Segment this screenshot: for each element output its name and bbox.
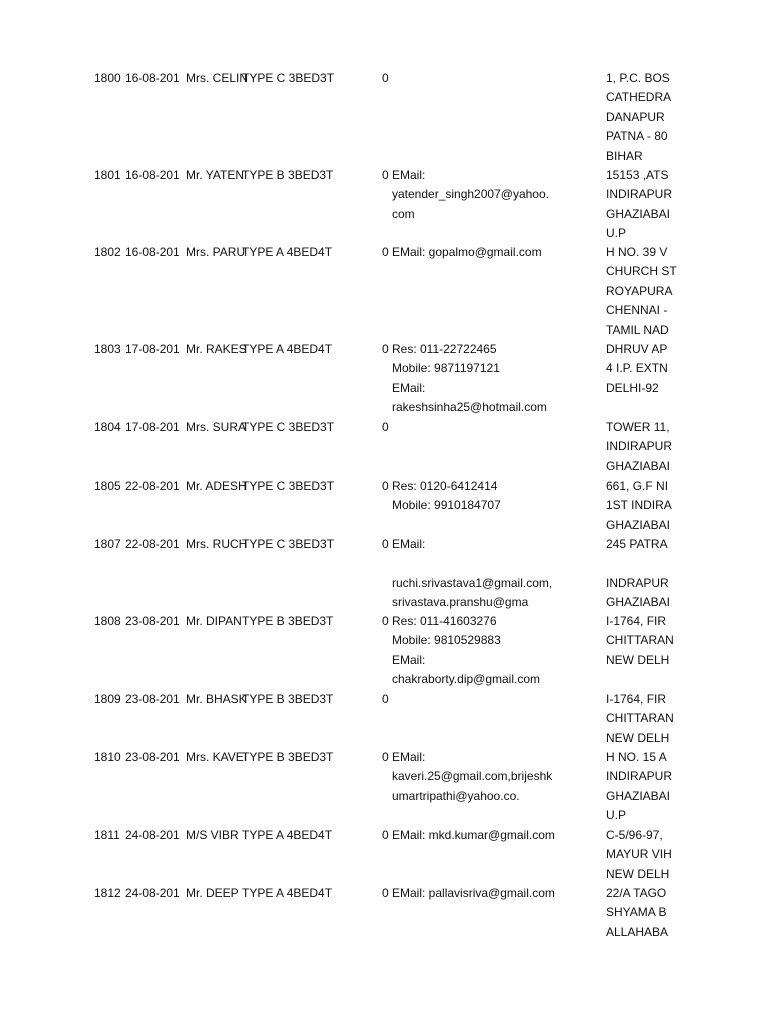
address-line: 1, P.C. BOS [606, 71, 670, 85]
customer-name: Mrs. RUCH [186, 537, 248, 551]
address-line: GHAZIABAI [606, 458, 671, 473]
address-line: I-1764, FIR [606, 692, 667, 706]
record-id: 1805 [94, 479, 121, 493]
zero-value: 0 [382, 692, 389, 706]
zero-value: 0 [382, 886, 389, 900]
contact-line: ruchi.srivastava1@gmail.com, [392, 575, 553, 590]
contact-line: Res: 0120-6412414 [392, 479, 498, 493]
contact-info [392, 477, 572, 516]
contact-info [392, 340, 572, 418]
record-date: 22-08-201 [125, 537, 180, 551]
record-id: 1812 [94, 886, 121, 900]
record-id: 1811 [94, 828, 120, 842]
address-line: GHAZIABAI [606, 206, 671, 221]
address [606, 826, 672, 884]
zero-value: 0 [382, 245, 389, 259]
address-line: GHAZIABAI [606, 788, 671, 803]
contact-line: Mobile: 9871197121 [392, 361, 500, 376]
address-line: I-1764, FIR [606, 614, 667, 628]
contact-line: kaveri.25@gmail.com,brijeshk [392, 769, 553, 784]
zero-value: 0 [382, 479, 389, 493]
address-line: U.P [606, 808, 627, 823]
unit-type: TYPE C 3BED3T [242, 420, 335, 434]
record-date: 24-08-201 [125, 886, 180, 900]
address-line: 1ST INDIRA [606, 498, 672, 513]
unit-type: TYPE B 3BED3T [242, 750, 334, 764]
unit-type: TYPE C 3BED3T [242, 71, 335, 85]
unit-type: TYPE B 3BED3T [242, 692, 334, 706]
address-line: SHYAMA B [606, 905, 667, 920]
contact-info [392, 166, 572, 224]
zero-value: 0 [382, 420, 389, 434]
record-date: 23-08-201 [125, 750, 180, 764]
contact-line: rakeshsinha25@hotmail.com [392, 400, 547, 415]
record-id: 1803 [94, 342, 121, 356]
contact-info [392, 884, 572, 903]
address-line: ROYAPURA [606, 283, 673, 298]
address-line: 15153 ,ATS [606, 168, 669, 182]
contact-line [392, 554, 572, 573]
address-line: DHRUV AP [606, 342, 668, 356]
record-date: 24-08-201 [125, 828, 180, 842]
contact-line: Mobile: 9810529883 [392, 633, 501, 648]
customer-name: Mrs. SURA [186, 420, 246, 434]
record-id: 1810 [94, 750, 121, 764]
address-line: CHITTARAN [606, 711, 674, 726]
record-date: 22-08-201 [125, 479, 180, 493]
contact-line: EMail: mkd.kumar@gmail.com [392, 828, 555, 842]
address-line: PATNA - 80 [606, 129, 668, 144]
contact-line: EMail: gopalmo@gmail.com [392, 245, 542, 259]
customer-name: Mrs. CELIN [186, 71, 249, 85]
contact-info [392, 535, 572, 613]
address [606, 243, 677, 340]
zero-value: 0 [382, 828, 389, 842]
record-id: 1804 [94, 420, 121, 434]
customer-name: Mrs. KAVEI [186, 750, 248, 764]
address-line: DELHI-92 [606, 380, 659, 395]
record-date: 16-08-201 [125, 168, 180, 182]
record-id: 1801 [94, 168, 121, 182]
record-id: 1800 [94, 71, 121, 85]
address-line: ALLAHABA [606, 924, 669, 939]
address-line: BIHAR [606, 148, 643, 163]
contact-line: EMail: [392, 652, 426, 667]
contact-line: EMail: [392, 168, 426, 182]
contact-line: EMail: [392, 380, 426, 395]
unit-type: TYPE A 4BED4T [242, 828, 333, 842]
contact-line: yatender_singh2007@yahoo. [392, 187, 549, 202]
address-line: CATHEDRA [606, 90, 672, 105]
address-line [606, 554, 668, 573]
address-line: 22/A TAGO [606, 886, 667, 900]
address [606, 884, 668, 942]
address [606, 166, 673, 244]
contact-line: Res: 011-41603276 [392, 614, 497, 628]
record-date: 23-08-201 [125, 692, 180, 706]
customer-name: M/S VIBR [186, 828, 239, 842]
record-id: 1802 [94, 245, 121, 259]
address [606, 612, 674, 670]
record-date: 23-08-201 [125, 614, 180, 628]
address-line: NEW DELH [606, 730, 670, 745]
address [606, 748, 673, 826]
contact-info [392, 612, 572, 690]
address [606, 690, 674, 748]
customer-name: Mr. BHASK [186, 692, 247, 706]
customer-name: Mr. ADESH [186, 479, 247, 493]
record-date: 17-08-201 [125, 342, 180, 356]
zero-value: 0 [382, 750, 389, 764]
address-line: INDIRAPUR [606, 439, 673, 454]
record-id: 1807 [94, 537, 121, 551]
record-date: 16-08-201 [125, 245, 180, 259]
address [606, 477, 672, 535]
contact-line: EMail: [392, 750, 426, 764]
address-line: CHENNAI - [606, 303, 668, 318]
address-line: TOWER 11, [606, 420, 670, 434]
address-line: H NO. 39 V [606, 245, 668, 259]
address-line: INDRAPUR [606, 575, 669, 590]
contact-line: umartripathi@yahoo.co. [392, 788, 520, 803]
contact-line: Res: 011-22722465 [392, 342, 497, 356]
unit-type: TYPE C 3BED3T [242, 479, 335, 493]
customer-name: Mr. DIPAN [186, 614, 242, 628]
address-line: GHAZIABAI [606, 517, 671, 532]
address-line: 661, G.F NI [606, 479, 669, 493]
address [606, 69, 672, 166]
address-line: CHITTARAN [606, 633, 674, 648]
zero-value: 0 [382, 614, 389, 628]
address-line: INDIRAPUR [606, 187, 673, 202]
unit-type: TYPE A 4BED4T [242, 245, 333, 259]
zero-value: 0 [382, 71, 389, 85]
record-date: 17-08-201 [125, 420, 180, 434]
record-id: 1808 [94, 614, 121, 628]
record-id: 1809 [94, 692, 121, 706]
customer-name: Mr. RAKES [186, 342, 247, 356]
customer-name: Mr. DEEP [186, 886, 239, 900]
contact-line: com [392, 206, 415, 221]
unit-type: TYPE C 3BED3T [242, 537, 335, 551]
address [606, 535, 671, 613]
address-line: NEW DELH [606, 652, 670, 667]
address-line: DANAPUR [606, 109, 665, 124]
address-line: MAYUR VIH [606, 847, 672, 862]
contact-line: Mobile: 9910184707 [392, 498, 501, 513]
address-line: H NO. 15 A [606, 750, 667, 764]
unit-type: TYPE B 3BED3T [242, 168, 334, 182]
contact-line: EMail: pallavisriva@gmail.com [392, 886, 555, 900]
zero-value: 0 [382, 168, 389, 182]
record-date: 16-08-201 [125, 71, 180, 85]
contact-info [392, 826, 572, 845]
customer-name: Mr. YATEN [186, 168, 245, 182]
address [606, 340, 668, 398]
address-line: CHURCH ST [606, 264, 677, 279]
contact-line: chakraborty.dip@gmail.com [392, 672, 541, 687]
address-line: C-5/96-97, [606, 828, 663, 842]
contact-line: srivastava.pranshu@gma [392, 595, 529, 610]
address-line: NEW DELH [606, 866, 670, 881]
unit-type: TYPE A 4BED4T [242, 342, 333, 356]
zero-value: 0 [382, 342, 389, 356]
contact-line: EMail: [392, 537, 426, 551]
address-line: 4 I.P. EXTN [606, 361, 668, 376]
customer-name: Mrs. PARU [186, 245, 246, 259]
address [606, 418, 673, 476]
contact-info [392, 243, 572, 262]
address-line: GHAZIABAI [606, 595, 671, 610]
contact-info [392, 748, 572, 806]
address-line: 245 PATRA [606, 537, 668, 551]
unit-type: TYPE B 3BED3T [242, 614, 334, 628]
address-line: INDIRAPUR [606, 769, 673, 784]
address-line: TAMIL NAD [606, 322, 669, 337]
address-line: U.P [606, 226, 627, 241]
zero-value: 0 [382, 537, 389, 551]
unit-type: TYPE A 4BED4T [242, 886, 333, 900]
